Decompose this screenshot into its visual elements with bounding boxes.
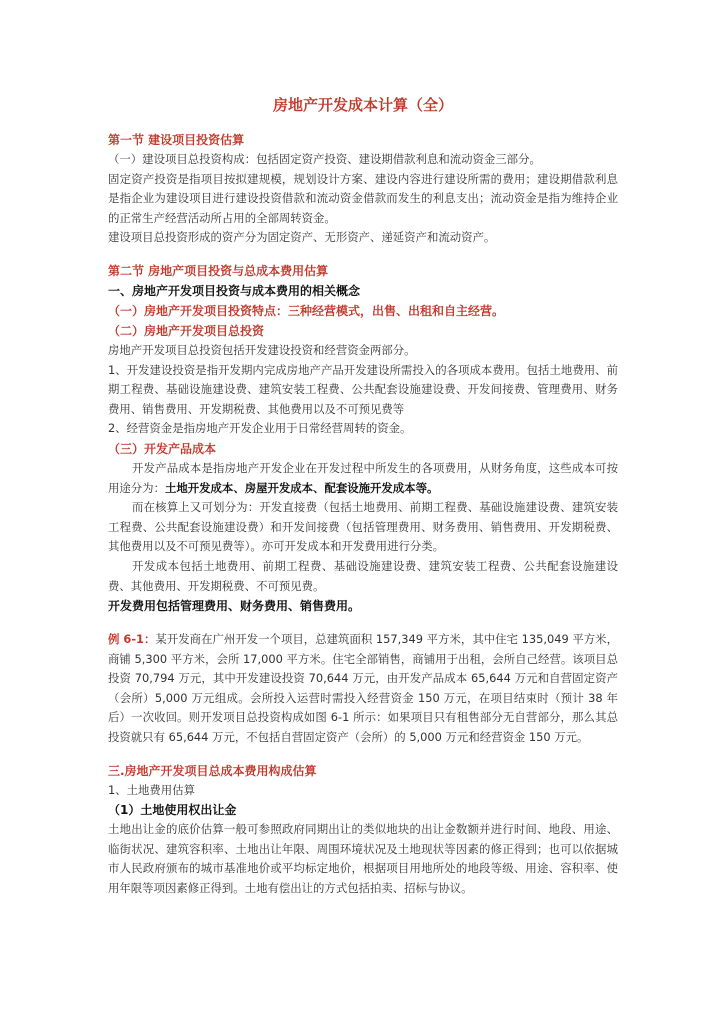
section-1-paragraph-3: 建设项目总投资形成的资产分为固定资产、无形资产、递延资产和流动资产。 <box>108 230 496 245</box>
section-1-paragraph-1: （一）建设项目总投资构成：包括固定资产投资、建设期借款利息和流动资金三部分。 <box>108 152 541 166</box>
document-title: 房地产开发成本计算（全） <box>272 96 453 114</box>
section-2-paragraph-4-bold: 土地开发成本、房屋开发成本、配套设施开发成本等。 <box>164 480 439 495</box>
section-2-paragraph-5: 而在核算上又可划分为：开发直接费（包括土地费用、前期工程费、基础设施建设费、建筑安装工程费、公共配套设施建设费）和开发间接费（包括管理费用、财务费用、销售费用、开发期税费、其他费用以及不可预见费等）。亦可开发成本和开发费用进行分类。 <box>108 500 618 554</box>
section-3-heading: 三.房地产开发项目总成本费用构成估算 <box>108 763 317 778</box>
section-2-subheading-1a: （一）房地产开发项目投资特点：三种经营模式，出售、出租和自主经营。 <box>108 303 505 318</box>
section-2-paragraph-3: 2、经营资金是指房地产开发企业用于日常经营周转的资金。 <box>108 421 412 436</box>
section-3-subheading: （1）土地使用权出让金 <box>108 803 237 818</box>
section-2-paragraph-4-text: 开发产品成本是指房地产开发企业在开发过程中所发生的各项费用，从财务角度，这些成本可按用途分为： <box>108 460 618 495</box>
section-2-paragraph-4 <box>108 459 618 498</box>
example-6-1 <box>108 630 618 748</box>
section-1-heading: 第一节 建设项目投资估算 <box>108 133 245 147</box>
section-2-heading: 第二节 房地产项目投资与总成本费用估算 <box>108 263 329 278</box>
section-2-subheading-1c: （三）开发产品成本 <box>108 441 217 456</box>
section-2-subheading-1b: （二）房地产开发项目总投资 <box>108 323 265 338</box>
section-2-subheading-1: 一、房地产开发项目投资与成本费用的相关概念 <box>108 283 361 298</box>
section-2-paragraph-7: 开发费用包括管理费用、财务费用、销售费用。 <box>108 599 361 614</box>
section-3-item-1: 1、土地费用估算 <box>108 782 195 797</box>
section-3-paragraph-1: 土地出让金的底价估算一般可参照政府同期出让的类似地块的出让金数额并进行时间、地段、用途、临街状况、建筑容积率、土地出让年限、周围环境状况及土地现状等因素的修正得到；也可以依据城市人民政府颁布的城市基准地价或平均标定地价，根据项目用地所处的地段等级、用途、容积率、使用年限等项因素修正得到。土地有偿出让的方式包括拍卖、招标与协议。 <box>108 822 618 896</box>
section-2-paragraph-1: 房地产开发项目总投资包括开发建设投资和经营资金两部分。 <box>108 342 416 357</box>
example-text: 某开发商在广州开发一个项目，总建筑面积 157,349 平方米，其中住宅 135,049 平方米，商铺 5,300 平方米，会所 17,000 平方米。住宅全部销售，商铺用于出租，会所自己经营。该项目总投资 70,794 万元，其中开发建设投资 70,644 万元，由开发产品成本 65,644 万元和自营固定资产（会所）5,000 万元组成。会所投入运营时需投入经营资金 150 万元，在项目结束时（预计 38 年后）一次收回。则开发项目总投资构成如图 6-1 所示：如果项目只有租售部分无自营部分，那么其总投资就只有 65,644 万元，不包括自营固定资产（会所）的 5,000 万元和经营资金 150 万元。 <box>108 632 618 745</box>
section-2-paragraph-6: 开发成本包括土地费用、前期工程费、基础设施建设费、建筑安装工程费、公共配套设施建设费、其他费用、开发期税费、不可预见费。 <box>108 558 618 593</box>
section-1-paragraph-2: 固定资产投资是指项目按拟建规模，规划设计方案、建设内容进行建设所需的费用；建设期借款利息是指企业为建设项目进行建设投资借款和流动资金借款而发生的利息支出；流动资金是指为维持企业的正常生产经营活动所占用的全部周转资金。 <box>108 171 618 225</box>
example-label: 例 6-1： <box>108 632 156 647</box>
document-page <box>108 95 618 899</box>
section-2-paragraph-2: 1、开发建设投资是指开发期内完成房地产产品开发建设所需投入的各项成本费用。包括土地费用、前期工程费、基础设施建设费、建筑安装工程费、公共配套设施建设费、开发间接费、管理费用、财务费用、销售费用、开发期税费、其他费用以及不可预见费等 <box>108 362 618 416</box>
